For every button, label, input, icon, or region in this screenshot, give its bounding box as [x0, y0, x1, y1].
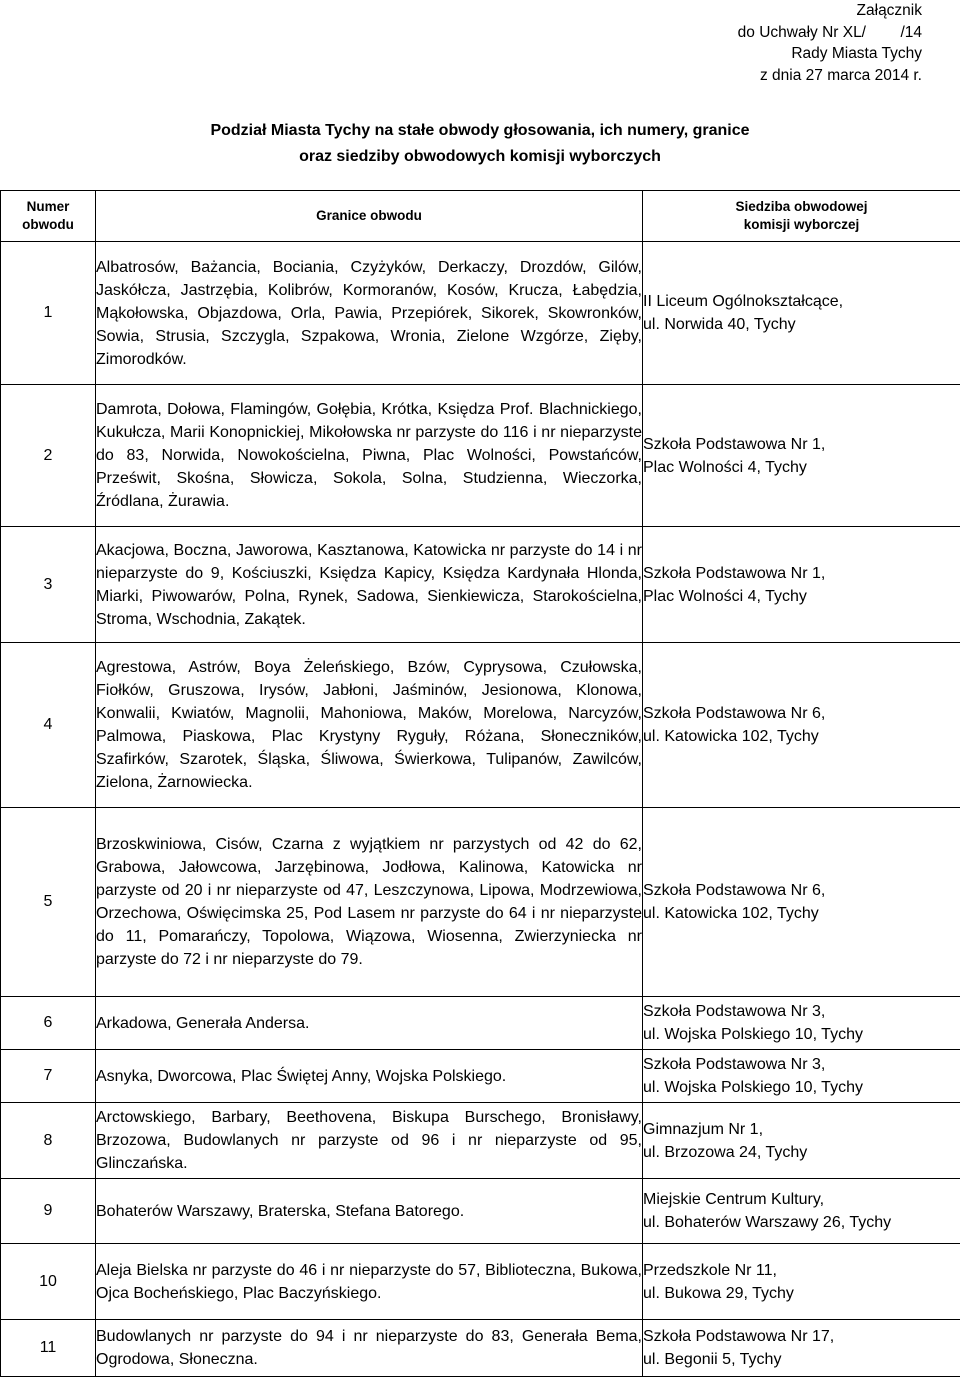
seat-line-2: Plac Wolności 4, Tychy [643, 456, 960, 479]
district-boundaries: Albatrosów, Bażancia, Bociania, Czyżyków, Derkaczy, Drozdów, Gilów, Jaskółcza, Jastrzębia, Kolibrów, Kormoranów, Kosów, Krucza, Łabędzia, Mąkołowska, Objazdowa, Orla, Pawia, Przepiórek, Sikorek, Skowronków, Sowia, Strusia, Szczygla, Szpakowa, Wronia, Zielone Wzgórze, Zięby, Zimorodków. [96, 242, 643, 385]
district-number: 2 [1, 385, 96, 527]
title-line-2: oraz siedziby obwodowych komisji wyborczych [0, 144, 960, 170]
district-seat [643, 1179, 960, 1244]
table-row [1, 242, 960, 385]
seat-line-2: ul. Wojska Polskiego 10, Tychy [643, 1023, 960, 1046]
seat-line-1: Przedszkole Nr 11, [643, 1259, 960, 1282]
document-title [0, 118, 960, 170]
table-row [1, 808, 960, 997]
district-number: 6 [1, 997, 96, 1050]
district-seat [643, 643, 960, 808]
district-seat [643, 1320, 960, 1377]
seat-line-1: Szkoła Podstawowa Nr 17, [643, 1325, 960, 1348]
seat-line-1: Szkoła Podstawowa Nr 3, [643, 1053, 960, 1076]
seat-line-2: ul. Bukowa 29, Tychy [643, 1282, 960, 1305]
seat-line-2: ul. Norwida 40, Tychy [643, 313, 960, 336]
district-number: 9 [1, 1179, 96, 1244]
districts-table [0, 190, 960, 1377]
seat-line-2: Plac Wolności 4, Tychy [643, 585, 960, 608]
district-boundaries: Budowlanych nr parzyste do 94 i nr nieparzyste do 83, Generała Bema, Ogrodowa, Słoneczna. [96, 1320, 643, 1377]
seat-line-1: Szkoła Podstawowa Nr 3, [643, 1000, 960, 1023]
annex-resolution: do Uchwały Nr XL/ /14 [738, 22, 922, 44]
district-seat [643, 527, 960, 643]
header-number [1, 191, 96, 242]
header-number-line-2: obwodu [1, 216, 95, 234]
district-boundaries: Arctowskiego, Barbary, Beethovena, Biskupa Burschego, Bronisławy, Brzozowa, Budowlanych nr parzyste od 96 i nr nieparzyste od 95, Glinczańska. [96, 1103, 643, 1179]
seat-line-2: ul. Katowicka 102, Tychy [643, 902, 960, 925]
district-number: 7 [1, 1050, 96, 1103]
header-seat [643, 191, 960, 242]
district-seat [643, 997, 960, 1050]
table-header-row [1, 191, 960, 242]
table-row [1, 527, 960, 643]
district-seat [643, 1244, 960, 1320]
district-number: 1 [1, 242, 96, 385]
header-number-line-1: Numer [1, 198, 95, 216]
table-row [1, 385, 960, 527]
seat-line-2: ul. Bohaterów Warszawy 26, Tychy [643, 1211, 960, 1234]
annex-council: Rady Miasta Tychy [738, 43, 922, 65]
district-boundaries: Agrestowa, Astrów, Boya Żeleńskiego, Bzów, Cyprysowa, Czułowska, Fiołków, Gruszowa, Irysów, Jabłoni, Jaśminów, Jesionowa, Klonowa, Konwalii, Kwiatów, Magnolii, Mahoniowa, Maków, Morelowa, Narcyzów, Palmowa, Piaskowa, Plac Krystyny Ryguły, Różana, Słoneczników, Szafirków, Szarotek, Śląska, Śliwowa, Świerkowa, Tulipanów, Zawilców, Zielona, Żarnowiecka. [96, 643, 643, 808]
district-boundaries: Damrota, Dołowa, Flamingów, Gołębia, Krótka, Księdza Prof. Blachnickiego, Kukułcza, Marii Konopnickiej, Mikołowska nr parzyste do 116 i nr nieparzyste do 83, Norwida, Nowokościelna, Piwna, Plac Wolności, Powstańców, Prześwit, Skośna, Słowicza, Sokola, Solna, Studzienna, Wieczorka, Źródlana, Żurawia. [96, 385, 643, 527]
seat-line-1: II Liceum Ogólnokształcące, [643, 290, 960, 313]
table-row [1, 1320, 960, 1377]
title-line-1: Podział Miasta Tychy na stałe obwody głosowania, ich numery, granice [0, 118, 960, 144]
district-boundaries: Akacjowa, Boczna, Jaworowa, Kasztanowa, Katowicka nr parzyste do 14 i nr nieparzyste do 9, Kościuszki, Księdza Kapicy, Księdza Kardynała Hlonda, Miarki, Piwowarów, Polna, Rynek, Sadowa, Sienkiewicza, Starokościelna, Stroma, Wschodnia, Zakątek. [96, 527, 643, 643]
district-seat [643, 808, 960, 997]
table-row [1, 1179, 960, 1244]
table-row [1, 1103, 960, 1179]
seat-line-1: Szkoła Podstawowa Nr 1, [643, 562, 960, 585]
table-row [1, 1050, 960, 1103]
seat-line-2: ul. Brzozowa 24, Tychy [643, 1141, 960, 1164]
district-boundaries: Bohaterów Warszawy, Braterska, Stefana Batorego. [96, 1179, 643, 1244]
annex-date: z dnia 27 marca 2014 r. [738, 65, 922, 87]
annex-label: Załącznik [738, 0, 922, 22]
seat-line-1: Szkoła Podstawowa Nr 1, [643, 433, 960, 456]
seat-line-2: ul. Wojska Polskiego 10, Tychy [643, 1076, 960, 1099]
district-seat [643, 242, 960, 385]
header-seat-line-1: Siedziba obwodowej [643, 198, 960, 216]
annex-header [738, 0, 922, 86]
district-number: 8 [1, 1103, 96, 1179]
seat-line-2: ul. Begonii 5, Tychy [643, 1348, 960, 1371]
seat-line-1: Szkoła Podstawowa Nr 6, [643, 879, 960, 902]
district-number: 10 [1, 1244, 96, 1320]
district-number: 5 [1, 808, 96, 997]
district-boundaries: Brzoskwiniowa, Cisów, Czarna z wyjątkiem nr parzystych od 42 do 62, Grabowa, Jałowcowa, Jarzębinowa, Jodłowa, Kalinowa, Katowicka nr parzyste od 20 i nr nieparzyste od 47, Leszczynowa, Lipowa, Modrzewiowa, Orzechowa, Oświęcimska 25, Pod Lasem nr parzyste do 64 i nr nieparzyste do 11, Pomarańczy, Topolowa, Wiązowa, Wiosenna, Zwierzyniecka nr parzyste do 72 i nr nieparzyste do 79. [96, 808, 643, 997]
district-boundaries: Arkadowa, Generała Andersa. [96, 997, 643, 1050]
table-row [1, 1244, 960, 1320]
district-seat [643, 385, 960, 527]
seat-line-2: ul. Katowicka 102, Tychy [643, 725, 960, 748]
header-seat-line-2: komisji wyborczej [643, 216, 960, 234]
district-number: 4 [1, 643, 96, 808]
district-seat [643, 1103, 960, 1179]
district-number: 3 [1, 527, 96, 643]
district-boundaries: Aleja Bielska nr parzyste do 46 i nr nieparzyste do 57, Biblioteczna, Bukowa, Ojca Bocheńskiego, Plac Baczyńskiego. [96, 1244, 643, 1320]
header-boundaries: Granice obwodu [96, 191, 643, 242]
table-row [1, 643, 960, 808]
seat-line-1: Miejskie Centrum Kultury, [643, 1188, 960, 1211]
district-boundaries: Asnyka, Dworcowa, Plac Świętej Anny, Wojska Polskiego. [96, 1050, 643, 1103]
seat-line-1: Gimnazjum Nr 1, [643, 1118, 960, 1141]
table-row [1, 997, 960, 1050]
district-seat [643, 1050, 960, 1103]
seat-line-1: Szkoła Podstawowa Nr 6, [643, 702, 960, 725]
district-number: 11 [1, 1320, 96, 1377]
